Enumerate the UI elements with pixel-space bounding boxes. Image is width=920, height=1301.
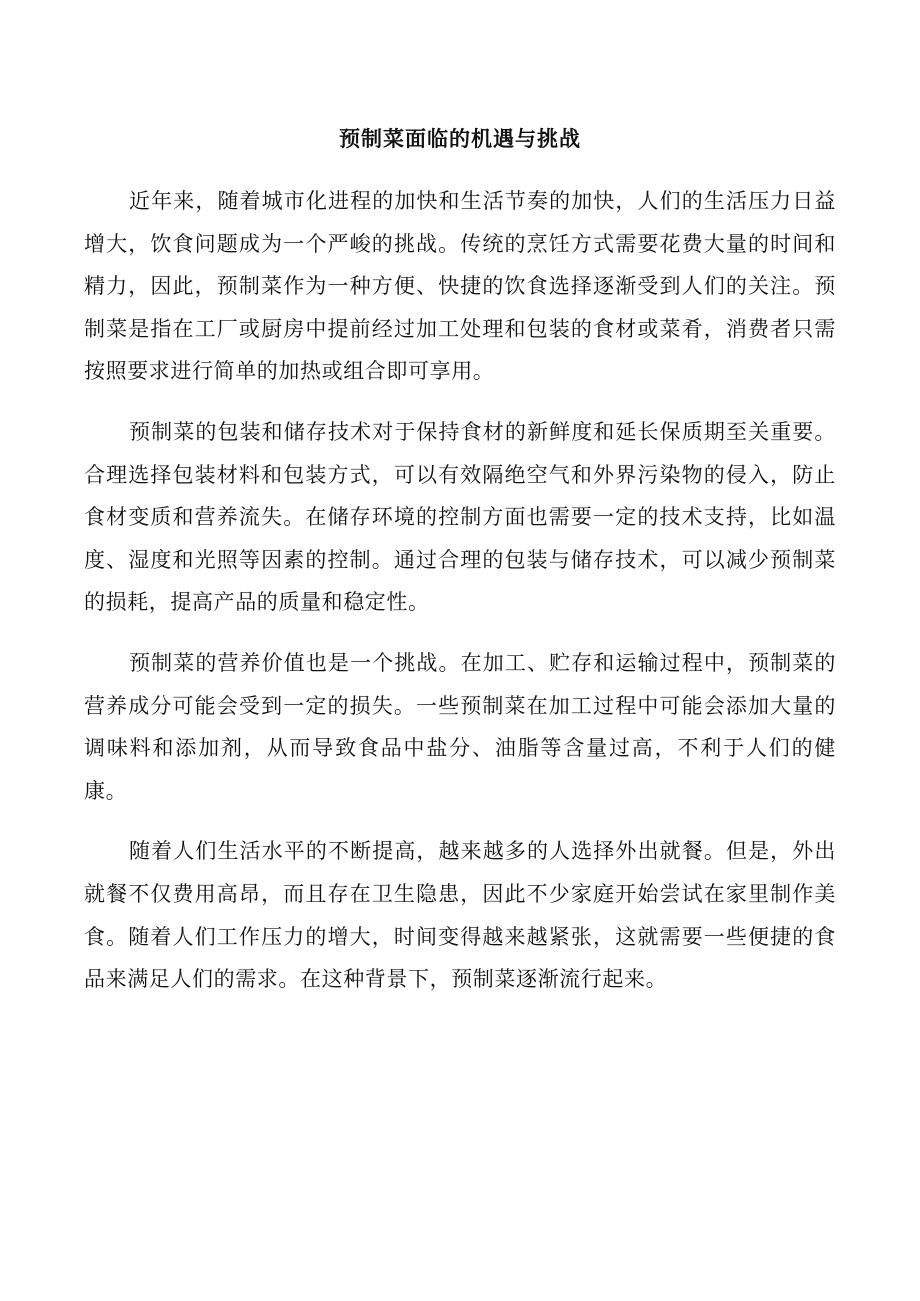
document-body <box>84 180 836 1001</box>
document-title: 预制菜面临的机遇与挑战 <box>339 126 581 151</box>
paragraph-2: 预制菜的包装和储存技术对于保持食材的新鲜度和延长保质期至关重要。合理选择包装材料和包装方式，可以有效隔绝空气和外界污染物的侵入，防止食材变质和营养流失。在储存环境的控制方面也需要一定的技术支持，比如温度、湿度和光照等因素的控制。通过合理的包装与储存技术，可以减少预制菜的损耗，提高产品的质量和稳定性。 <box>84 419 836 615</box>
paragraph-1: 近年来，随着城市化进程的加快和生活节奏的加快，人们的生活压力日益增大，饮食问题成为一个严峻的挑战。传统的烹饪方式需要花费大量的时间和精力，因此，预制菜作为一种方便、快捷的饮食选择逐渐受到人们的关注。预制菜是指在工厂或厨房中提前经过加工处理和包装的食材或菜肴，消费者只需按照要求进行简单的加热或组合即可享用。 <box>84 189 836 384</box>
paragraph-4: 随着人们生活水平的不断提高，越来越多的人选择外出就餐。但是，外出就餐不仅费用高昂，而且存在卫生隐患，因此不少家庭开始尝试在家里制作美食。随着人们工作压力的增大，时间变得越来越紧张，这就需要一些便捷的食品来满足人们的需求。在这种背景下，预制菜逐渐流行起来。 <box>84 839 836 992</box>
paragraph-3: 预制菜的营养价值也是一个挑战。在加工、贮存和运输过程中，预制菜的营养成分可能会受到一定的损失。一些预制菜在加工过程中可能会添加大量的调味料和添加剂，从而导致食品中盐分、油脂等含量过高，不利于人们的健康。 <box>84 650 836 803</box>
